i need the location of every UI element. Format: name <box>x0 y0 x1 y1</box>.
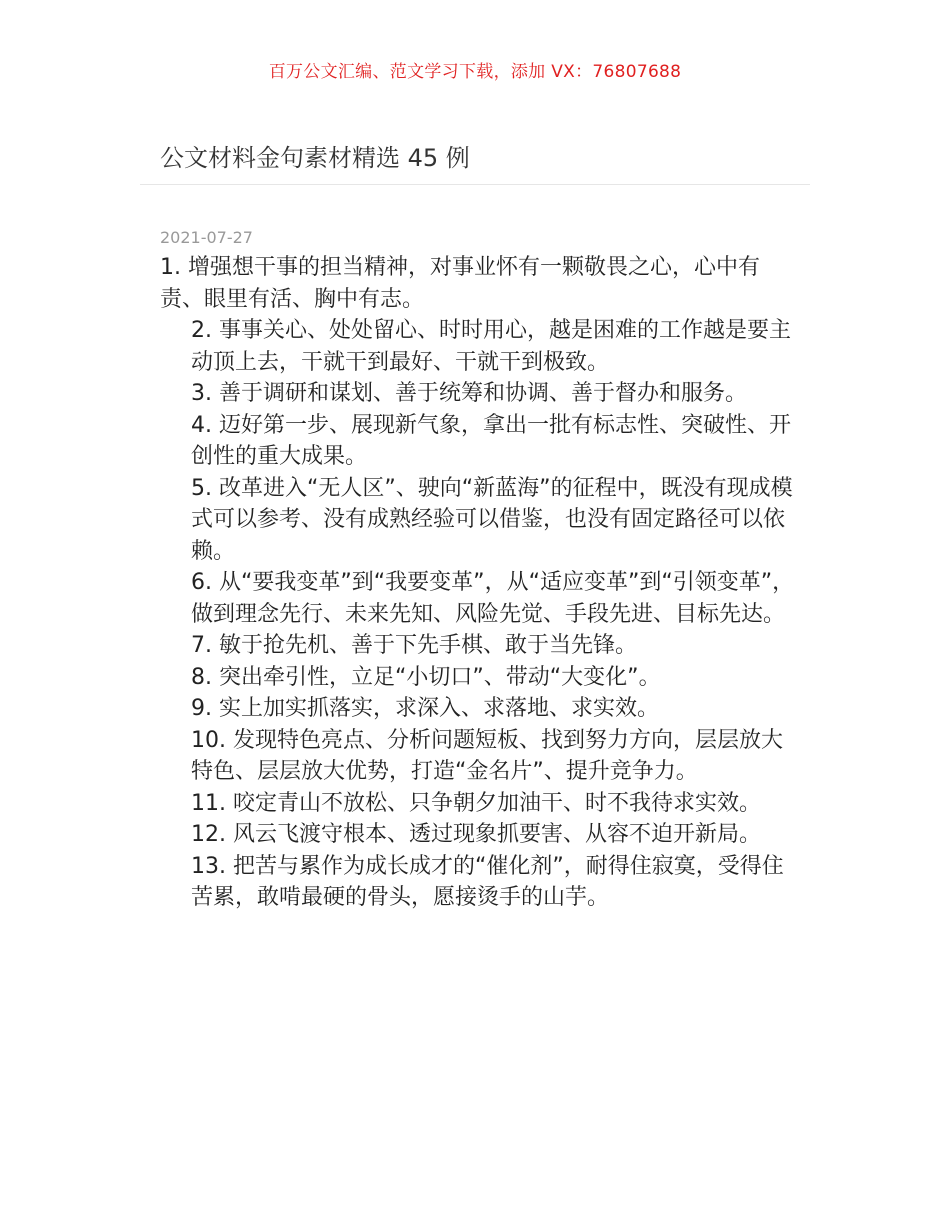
list-item: 4. 迈好第一步、展现新气象，拿出一批有标志性、突破性、开创性的重大成果。 <box>191 412 791 469</box>
article-body <box>160 252 800 914</box>
list-item: 10. 发现特色亮点、分析问题短板、找到努力方向，层层放大特色、层层放大优势，打造“金名片”、提升竞争力。 <box>191 727 783 784</box>
list-item: 6. 从“要我变革”到“我要变革”，从“适应变革”到“引领变革”，做到理念先行、未来先知、风险先觉、手段先进、目标先达。 <box>191 570 795 627</box>
list-item: 7. 敏于抢先机、善于下先手棋、敢于当先锋。 <box>191 633 637 658</box>
article-date: 2021-07-27 <box>160 228 253 247</box>
list-item: 11. 咬定青山不放松、只争朝夕加油干、时不我待求实效。 <box>191 790 761 816</box>
list-item: 5. 改革进入“无人区”、驶向“新蓝海”的征程中，既没有现成模式可以参考、没有成熟经验可以借鉴，也没有固定路径可以依赖。 <box>191 475 793 564</box>
list-item: 2. 事事关心、处处留心、时时用心，越是困难的工作越是要主动顶上去，干就干到最好、干就干到极致。 <box>191 318 791 375</box>
list-item: 1. 增强想干事的担当精神，对事业怀有一颗敬畏之心，心中有责、眼里有活、胸中有志。 <box>160 255 760 312</box>
list-item: 8. 突出牵引性，立足“小切口”、带动“大变化”。 <box>191 664 661 690</box>
title-divider <box>140 184 810 185</box>
header-promo-note: 百万公文汇编、范文学习下载，添加 VX：76807688 <box>268 62 682 82</box>
list-item: 3. 善于调研和谋划、善于统筹和协调、善于督办和服务。 <box>191 381 747 406</box>
list-item: 13. 把苦与累作为成长成才的“催化剂”，耐得住寂寞，受得住苦累，敢啃最硬的骨头，愿接烫手的山芋。 <box>191 853 784 910</box>
article-title: 公文材料金句素材精选 45 例 <box>160 144 470 172</box>
list-item: 12. 风云飞渡守根本、透过现象抓要害、从容不迫开新局。 <box>191 822 761 847</box>
list-item: 9. 实上加实抓落实，求深入、求落地、求实效。 <box>191 696 659 721</box>
